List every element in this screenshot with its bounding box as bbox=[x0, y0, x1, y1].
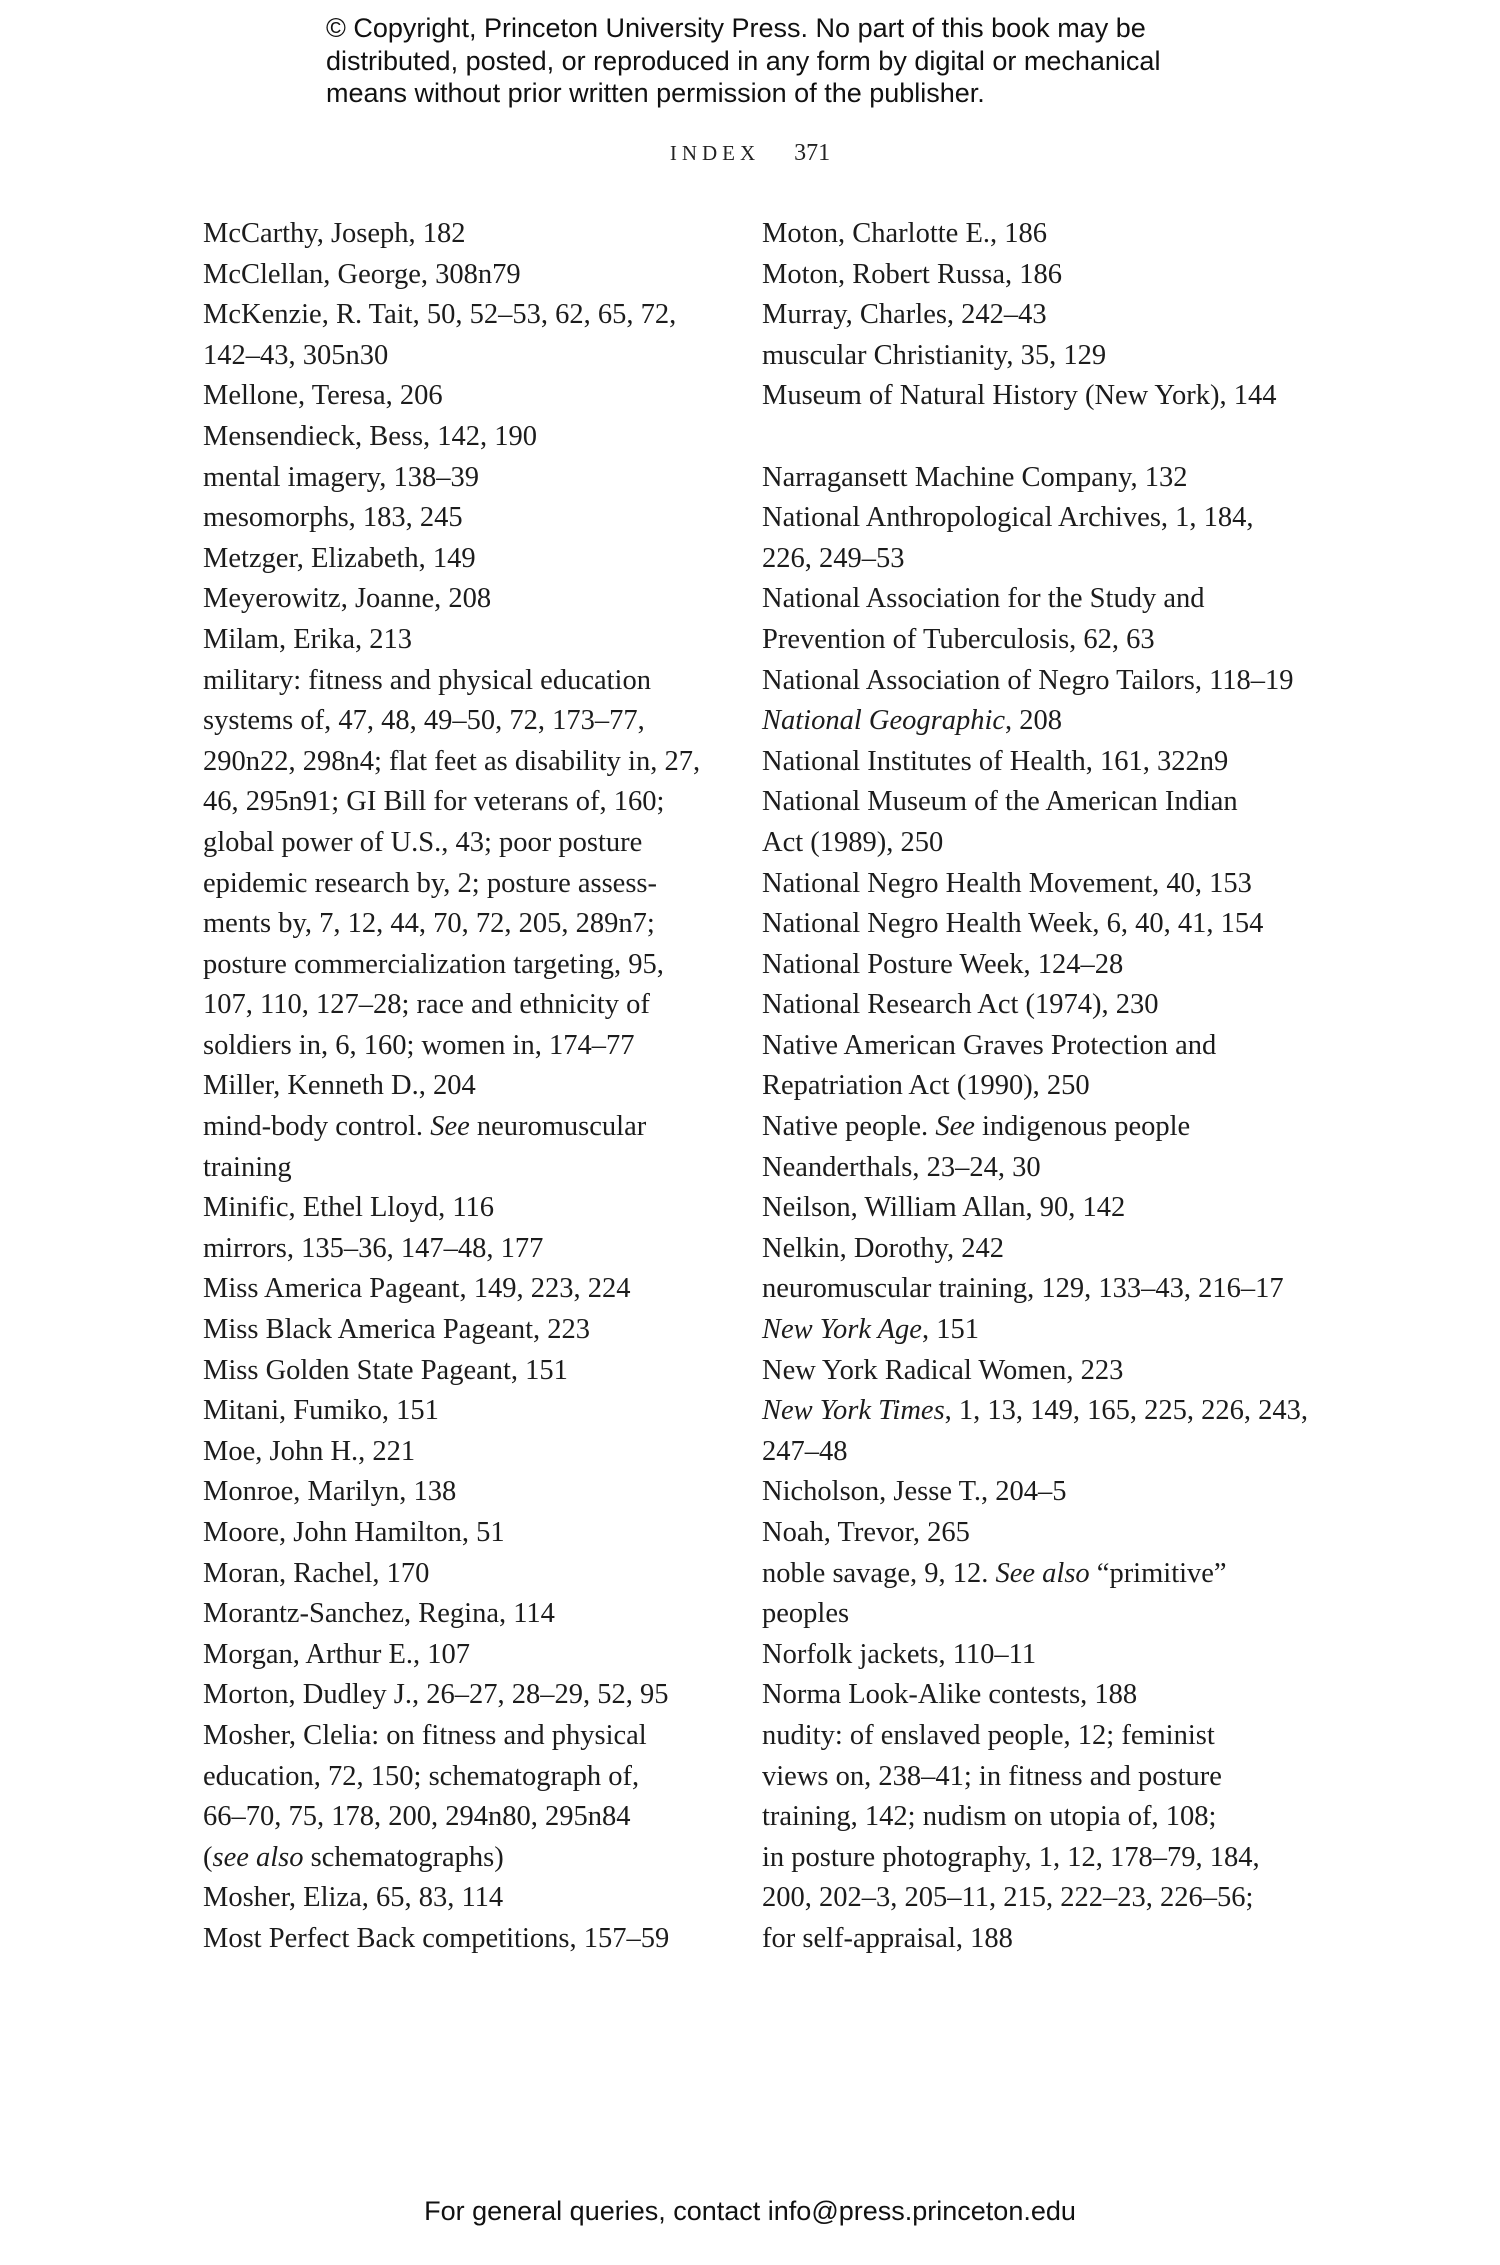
index-entry bbox=[762, 742, 1322, 783]
index-entry-line: Neilson, William Allan, 90, 142 bbox=[762, 1192, 1126, 1224]
index-entry-line: McCarthy, Joseph, 182 bbox=[203, 218, 466, 249]
index-entry bbox=[762, 295, 1322, 336]
index-entry-line: Mosher, Eliza, 65, 83, 114 bbox=[203, 1882, 504, 1914]
index-entry bbox=[203, 579, 743, 620]
index-entry-line: Moe, John H., 221 bbox=[203, 1435, 416, 1467]
index-entry bbox=[762, 336, 1322, 377]
copyright-line: means without prior written permission of the publisher. bbox=[326, 78, 985, 108]
index-entry bbox=[203, 458, 743, 499]
index-entry bbox=[203, 1391, 743, 1432]
index-entry-line: (see also schematographs) bbox=[203, 1841, 504, 1873]
index-column-right bbox=[762, 214, 1322, 1960]
index-entry-line: Murray, Charles, 242–43 bbox=[762, 299, 1047, 331]
index-entry-line: National Geographic, 208 bbox=[762, 705, 1063, 737]
index-entry bbox=[203, 1066, 743, 1107]
index-entry bbox=[762, 1716, 1322, 1960]
index-entry-line: soldiers in, 6, 160; women in, 174–77 bbox=[203, 1029, 635, 1061]
index-entry-line: 247–48 bbox=[762, 1435, 848, 1467]
index-entry bbox=[762, 1391, 1322, 1472]
running-head-label: INDEX bbox=[669, 141, 761, 165]
index-entry bbox=[203, 1716, 743, 1878]
index-entry bbox=[762, 1148, 1322, 1189]
index-entry-line: Repatriation Act (1990), 250 bbox=[762, 1070, 1090, 1102]
index-entry-line: Milam, Erika, 213 bbox=[203, 623, 412, 655]
index-entry-line: 66–70, 75, 178, 200, 294n80, 295n84 bbox=[203, 1801, 631, 1833]
index-entry bbox=[762, 458, 1322, 499]
index-entry bbox=[203, 417, 743, 458]
index-entry-line: Moore, John Hamilton, 51 bbox=[203, 1517, 505, 1548]
index-entry bbox=[203, 255, 743, 296]
index-entry-line: New York Radical Women, 223 bbox=[762, 1354, 1124, 1386]
index-entry-line: noble savage, 9, 12. See also “primitive” bbox=[762, 1557, 1227, 1589]
index-entry-line: 290n22, 298n4; flat feet as disability in, 27, bbox=[203, 745, 701, 777]
index-entry-line: Minific, Ethel Lloyd, 116 bbox=[203, 1192, 495, 1224]
index-entry-line: Miss America Pageant, 149, 223, 224 bbox=[203, 1273, 631, 1305]
index-entry bbox=[762, 1554, 1322, 1635]
index-entry-line: Monroe, Marilyn, 138 bbox=[203, 1476, 457, 1508]
index-entry-line: muscular Christianity, 35, 129 bbox=[762, 339, 1107, 371]
index-entry bbox=[762, 376, 1322, 417]
index-entry-line: National Negro Health Week, 6, 40, 41, 154 bbox=[762, 908, 1264, 940]
index-entry-line: National Museum of the American Indian bbox=[762, 786, 1238, 818]
index-entry bbox=[203, 1229, 743, 1270]
index-entry bbox=[203, 1675, 743, 1716]
index-entry bbox=[762, 985, 1322, 1026]
index-entry bbox=[762, 214, 1322, 255]
index-entry bbox=[762, 1107, 1322, 1148]
index-entry bbox=[203, 498, 743, 539]
index-entry-line: posture commercialization targeting, 95, bbox=[203, 948, 664, 980]
index-entry bbox=[203, 1472, 743, 1513]
index-entry-line: Nicholson, Jesse T., 204–5 bbox=[762, 1476, 1067, 1508]
index-entry bbox=[762, 498, 1322, 579]
index-entry-line: National Association for the Study and bbox=[762, 583, 1205, 615]
index-entry-line: 226, 249–53 bbox=[762, 542, 905, 574]
index-entry bbox=[762, 782, 1322, 863]
index-entry bbox=[203, 1878, 743, 1919]
index-entry-line: Native American Graves Protection and bbox=[762, 1029, 1217, 1061]
index-entry-line: mind-body control. See neuromuscular bbox=[203, 1111, 647, 1143]
index-entry bbox=[762, 1188, 1322, 1229]
index-entry bbox=[762, 1472, 1322, 1513]
index-entry bbox=[762, 579, 1322, 660]
index-entry bbox=[762, 1310, 1322, 1351]
index-entry-line: National Association of Negro Tailors, 118–19 bbox=[762, 664, 1294, 696]
index-entry-line: mirrors, 135–36, 147–48, 177 bbox=[203, 1232, 544, 1264]
index-entry-line: Most Perfect Back competitions, 157–59 bbox=[203, 1922, 670, 1954]
index-entry-line: ments by, 7, 12, 44, 70, 72, 205, 289n7; bbox=[203, 908, 655, 940]
index-entry-line: Moton, Robert Russa, 186 bbox=[762, 258, 1063, 290]
index-entry bbox=[762, 945, 1322, 986]
index-entry-line: Miss Black America Pageant, 223 bbox=[203, 1314, 591, 1346]
index-entry-line: Morton, Dudley J., 26–27, 28–29, 52, 95 bbox=[203, 1679, 669, 1711]
index-entry-line: National Negro Health Movement, 40, 153 bbox=[762, 867, 1252, 899]
index-entry-line: Meyerowitz, Joanne, 208 bbox=[203, 583, 492, 615]
index-column-left bbox=[203, 214, 743, 1960]
index-entry-line: National Posture Week, 124–28 bbox=[762, 948, 1124, 980]
index-entry bbox=[762, 1026, 1322, 1107]
index-entry-line: Mensendieck, Bess, 142, 190 bbox=[203, 420, 538, 452]
index-entry-line: Mitani, Fumiko, 151 bbox=[203, 1395, 439, 1427]
index-entry-line: Narragansett Machine Company, 132 bbox=[762, 461, 1188, 493]
index-entry bbox=[762, 701, 1322, 742]
index-entry-line: Morantz-Sanchez, Regina, 114 bbox=[203, 1598, 555, 1630]
index-entry bbox=[762, 1269, 1322, 1310]
index-entry bbox=[762, 904, 1322, 945]
index-entry bbox=[203, 1594, 743, 1635]
index-entry-line: mesomorphs, 183, 245 bbox=[203, 502, 463, 534]
index-entry bbox=[203, 620, 743, 661]
index-entry-line: Norfolk jackets, 110–11 bbox=[762, 1638, 1037, 1670]
index-entry bbox=[203, 1513, 743, 1554]
index-entry-line: 200, 202–3, 205–11, 215, 222–23, 226–56; bbox=[762, 1882, 1254, 1914]
index-entry-line: Metzger, Elizabeth, 149 bbox=[203, 542, 476, 574]
index-entry bbox=[762, 1513, 1322, 1554]
index-entry-line: Miller, Kenneth D., 204 bbox=[203, 1070, 476, 1102]
index-entry-line: Moton, Charlotte E., 186 bbox=[762, 218, 1047, 249]
index-entry bbox=[203, 1107, 743, 1188]
index-entry-line: New York Times, 1, 13, 149, 165, 225, 226, 243, bbox=[762, 1395, 1309, 1427]
index-entry bbox=[203, 1635, 743, 1676]
copyright-line: © Copyright, Princeton University Press. No part of this book may be bbox=[326, 13, 1146, 43]
index-entry-line: Miss Golden State Pageant, 151 bbox=[203, 1354, 568, 1386]
index-entry-line: Norma Look-Alike contests, 188 bbox=[762, 1679, 1138, 1711]
index-entry-line: New York Age, 151 bbox=[762, 1314, 979, 1346]
index-entry-line: McClellan, George, 308n79 bbox=[203, 258, 521, 290]
index-entry-line: Neanderthals, 23–24, 30 bbox=[762, 1151, 1041, 1183]
index-entry bbox=[203, 1351, 743, 1392]
copyright-notice bbox=[326, 12, 1226, 110]
index-entry-line: for self-appraisal, 188 bbox=[762, 1922, 1013, 1954]
index-entry bbox=[762, 1675, 1322, 1716]
index-entry bbox=[203, 661, 743, 1067]
index-entry bbox=[203, 295, 743, 376]
index-entry-line: Museum of Natural History (New York), 144 bbox=[762, 380, 1277, 412]
index-entry-line: 107, 110, 127–28; race and ethnicity of bbox=[203, 989, 650, 1021]
index-entry-line: Morgan, Arthur E., 107 bbox=[203, 1638, 471, 1670]
index-entry-line: Noah, Trevor, 265 bbox=[762, 1517, 970, 1548]
index-entry bbox=[762, 864, 1322, 905]
index-entry bbox=[203, 376, 743, 417]
index-entry-line: Moran, Rachel, 170 bbox=[203, 1557, 430, 1589]
index-entry-line: National Institutes of Health, 161, 322n9 bbox=[762, 745, 1229, 777]
page-number: 371 bbox=[794, 140, 831, 166]
letter-group-gap bbox=[762, 417, 1322, 458]
index-entry-line: Act (1989), 250 bbox=[762, 826, 944, 858]
footer-contact: For general queries, contact info@press.princeton.edu bbox=[424, 2196, 1076, 2226]
index-entry-line: views on, 238–41; in fitness and posture bbox=[762, 1760, 1222, 1792]
copyright-line: distributed, posted, or reproduced in any form by digital or mechanical bbox=[326, 45, 1161, 76]
index-entry-line: training, 142; nudism on utopia of, 108; bbox=[762, 1801, 1217, 1833]
index-entry-line: education, 72, 150; schematograph of, bbox=[203, 1760, 640, 1792]
index-entry-line: mental imagery, 138–39 bbox=[203, 461, 479, 493]
index-entry-line: National Research Act (1974), 230 bbox=[762, 989, 1159, 1021]
index-entry bbox=[203, 214, 743, 255]
index-entry bbox=[203, 1919, 743, 1960]
running-head bbox=[0, 140, 1500, 167]
index-entry-line: epidemic research by, 2; posture assess- bbox=[203, 867, 657, 899]
index-entry bbox=[762, 1635, 1322, 1676]
index-entry-line: nudity: of enslaved people, 12; feminist bbox=[762, 1719, 1215, 1751]
index-entry-line: Nelkin, Dorothy, 242 bbox=[762, 1232, 1004, 1264]
index-entry bbox=[762, 1351, 1322, 1392]
index-entry bbox=[203, 1432, 743, 1473]
index-entry bbox=[762, 1229, 1322, 1270]
index-entry-line: military: fitness and physical education bbox=[203, 664, 651, 696]
index-entry-line: Prevention of Tuberculosis, 62, 63 bbox=[762, 623, 1155, 655]
index-entry-line: Mosher, Clelia: on fitness and physical bbox=[203, 1719, 647, 1751]
index-entry-line: in posture photography, 1, 12, 178–79, 184, bbox=[762, 1841, 1260, 1873]
index-entry bbox=[762, 255, 1322, 296]
index-entry-line: training bbox=[203, 1151, 292, 1183]
index-entry bbox=[203, 539, 743, 580]
index-entry bbox=[203, 1554, 743, 1595]
index-entry-line: National Anthropological Archives, 1, 184, bbox=[762, 502, 1254, 534]
index-entry-line: peoples bbox=[762, 1598, 850, 1630]
index-entry-line: Mellone, Teresa, 206 bbox=[203, 380, 443, 412]
index-entry bbox=[203, 1269, 743, 1310]
index-entry-line: Native people. See indigenous people bbox=[762, 1111, 1191, 1143]
index-entry-line: neuromuscular training, 129, 133–43, 216–17 bbox=[762, 1273, 1284, 1305]
index-entry-line: global power of U.S., 43; poor posture bbox=[203, 826, 643, 858]
index-entry-line: systems of, 47, 48, 49–50, 72, 173–77, bbox=[203, 705, 645, 737]
index-entry bbox=[203, 1310, 743, 1351]
index-entry-line: 142–43, 305n30 bbox=[203, 339, 389, 371]
index-entry-line: McKenzie, R. Tait, 50, 52–53, 62, 65, 72, bbox=[203, 299, 677, 331]
index-entry bbox=[762, 661, 1322, 702]
index-entry bbox=[203, 1188, 743, 1229]
index-entry-line: 46, 295n91; GI Bill for veterans of, 160; bbox=[203, 786, 665, 818]
